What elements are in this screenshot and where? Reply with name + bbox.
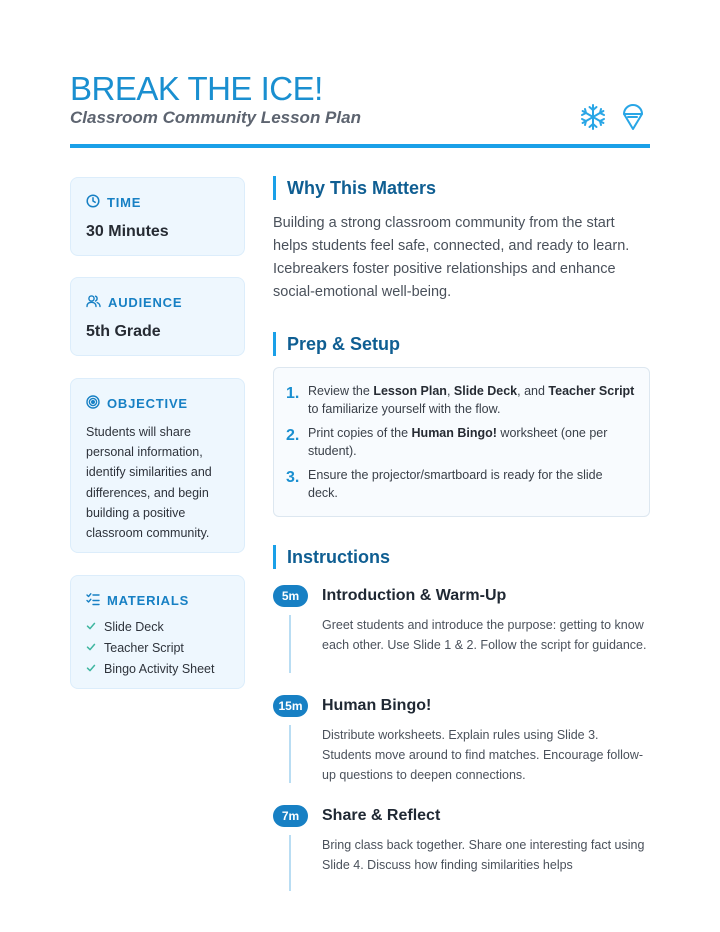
step-title: Share & Reflect xyxy=(322,807,441,824)
why-heading: Why This Matters xyxy=(273,176,436,200)
time-card xyxy=(70,177,245,256)
prep-item: 1. Review the Lesson Plan, Slide Deck, and Teacher Script to familiarize yourself with the flow. xyxy=(286,384,635,416)
check-icon xyxy=(86,659,96,680)
step-desc: Bring class back together. Share one interesting fact using Slide 4. Discuss how finding similarities helps xyxy=(322,838,645,873)
list-check-icon xyxy=(86,592,100,609)
target-icon xyxy=(86,395,100,412)
step-desc: Distribute worksheets. Explain rules using Slide 3. Students move around to find matches. Encourage follow-up questions to deepen connections. xyxy=(322,728,644,783)
objective-card xyxy=(70,378,245,553)
materials-label: MATERIALS xyxy=(107,593,190,608)
snowflake-icon xyxy=(578,102,608,132)
duration-badge: 5m xyxy=(273,585,308,607)
time-value: 30 Minutes xyxy=(86,223,169,240)
prep-list xyxy=(273,367,650,517)
audience-label: AUDIENCE xyxy=(108,295,183,310)
audience-card xyxy=(70,277,245,356)
instruction-step xyxy=(273,585,653,675)
ice-cream-icon xyxy=(618,102,648,132)
materials-item: Slide Deck xyxy=(86,617,229,638)
materials-list xyxy=(86,617,229,680)
duration-badge: 15m xyxy=(273,695,308,717)
check-icon xyxy=(86,638,96,659)
objective-text: Students will share personal information, identify similarities and differences, and begin building a positive classroom community. xyxy=(86,425,212,541)
page-title: BREAK THE ICE! xyxy=(70,70,323,107)
objective-label: OBJECTIVE xyxy=(107,396,188,411)
timeline-line xyxy=(289,725,291,783)
step-desc: Greet students and introduce the purpose: getting to know each other. Use Slide 1 & 2. Follow the script for guidance. xyxy=(322,618,647,653)
prep-item: 3. Ensure the projector/smartboard is ready for the slide deck. xyxy=(286,468,603,500)
instructions-heading: Instructions xyxy=(273,545,390,569)
why-text: Building a strong classroom community from the start helps students feel safe, connected, and ready to learn. Icebreakers foster positive relationships and enhance social-emotional well-being. xyxy=(273,215,630,300)
materials-item: Teacher Script xyxy=(86,638,229,659)
instruction-step xyxy=(273,805,653,895)
time-label: TIME xyxy=(107,195,142,210)
prep-heading: Prep & Setup xyxy=(273,332,400,356)
header-icons xyxy=(578,102,648,132)
step-title: Human Bingo! xyxy=(322,697,432,714)
users-icon xyxy=(86,294,101,311)
header-divider xyxy=(70,144,650,148)
audience-value: 5th Grade xyxy=(86,323,161,340)
step-title: Introduction & Warm-Up xyxy=(322,587,507,604)
clock-icon xyxy=(86,194,100,211)
check-icon xyxy=(86,617,96,638)
materials-item: Bingo Activity Sheet xyxy=(86,659,229,680)
instruction-step xyxy=(273,695,653,785)
materials-card xyxy=(70,575,245,689)
timeline-line xyxy=(289,835,291,891)
page-subtitle: Classroom Community Lesson Plan xyxy=(70,108,361,127)
prep-item: 2. Print copies of the Human Bingo! worksheet (one per student). xyxy=(286,426,608,458)
timeline-line xyxy=(289,615,291,673)
duration-badge: 7m xyxy=(273,805,308,827)
